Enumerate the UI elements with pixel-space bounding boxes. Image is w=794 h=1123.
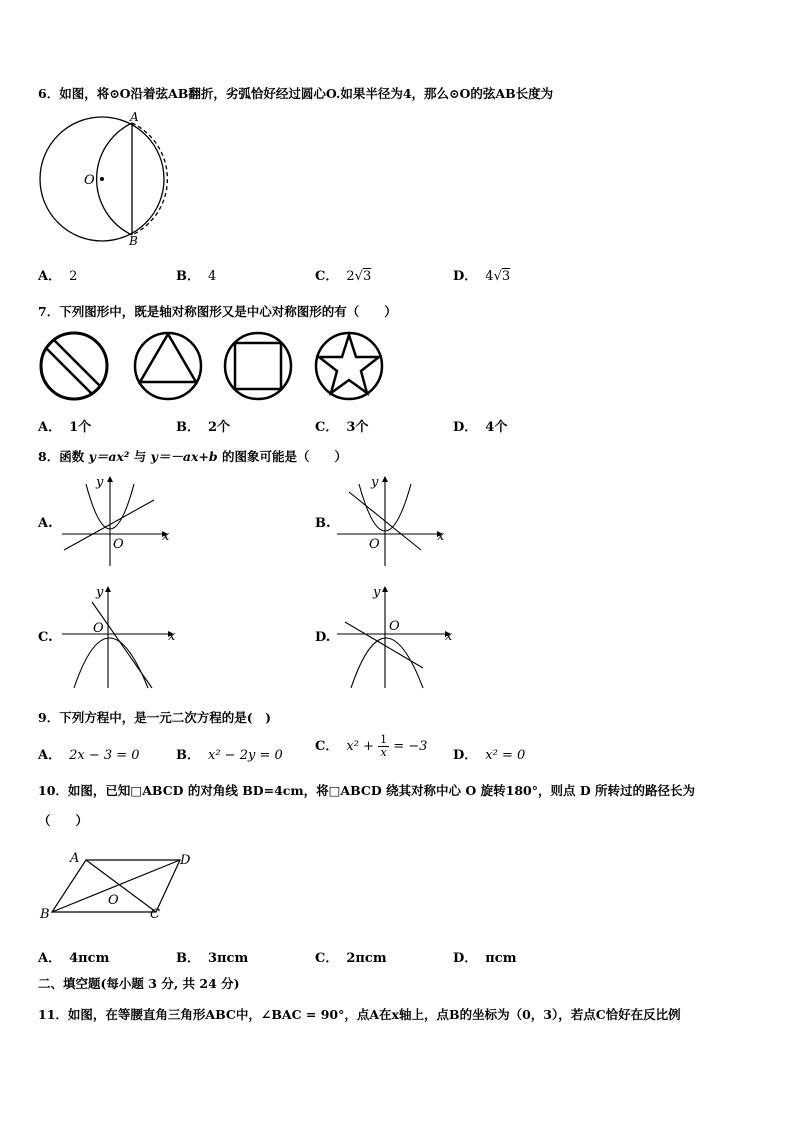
q9-option-a[interactable]: A． 2x − 3 = 0	[38, 748, 140, 763]
q8c-x: x	[168, 629, 176, 644]
q8-option-a-label[interactable]: A.	[38, 516, 53, 531]
q10-label-d: D	[180, 853, 191, 868]
q10-stem-paren: （ ）	[38, 813, 89, 828]
q8c-y: y	[96, 585, 104, 600]
q6-figure	[36, 108, 176, 248]
q6-option-d[interactable]: D． 4√3	[453, 269, 511, 284]
circle-slash-figure	[41, 333, 107, 399]
q6-option-c[interactable]: C． 2√3	[315, 269, 372, 284]
q8-option-d-label[interactable]: D.	[315, 630, 331, 645]
q9-stem: 9．下列方程中，是一元二次方程的是( )	[38, 710, 272, 725]
q9-option-b[interactable]: B． x² − 2y = 0	[176, 748, 283, 763]
q10-option-d[interactable]: D． πcm	[453, 951, 517, 966]
q6-option-b[interactable]: B． 4	[176, 269, 217, 284]
q10-parallelogram-figure	[36, 846, 206, 926]
q8-stem: 8．函数 y＝ax² 与 y＝－ax+b 的图象可能是（ ）	[38, 449, 347, 464]
q8b-o: O	[369, 537, 380, 552]
q8b-y: y	[371, 475, 379, 490]
q8a-y: y	[96, 475, 104, 490]
q6-label-b: B	[129, 234, 138, 248]
q8-option-b-label[interactable]: B.	[315, 516, 331, 531]
q8b-x: x	[437, 529, 445, 544]
circle-square-figure	[225, 333, 291, 399]
q8-graph-c	[58, 584, 178, 692]
q6-option-a[interactable]: A． 2	[38, 269, 78, 284]
q10-option-c[interactable]: C． 2πcm	[315, 951, 387, 966]
q7-option-a[interactable]: A． 1个	[38, 420, 92, 435]
q6-label-o: O	[84, 173, 95, 188]
circle-star-figure	[316, 333, 382, 399]
sqrt-icon: √	[493, 269, 502, 284]
q9-option-c[interactable]: C． x² + $\frac{1}{x}$ = −3	[315, 733, 428, 759]
q7-option-b[interactable]: B． 2个	[176, 420, 231, 435]
q6-stem: 6．如图，将⊙O沿着弦AB翻折，劣弧恰好经过圆心O.如果半径为4，那么⊙O的弦AB长度为	[38, 86, 554, 101]
q10-label-a: A	[70, 851, 80, 866]
q8d-o: O	[389, 619, 400, 634]
q8d-x: x	[445, 629, 453, 644]
q10-label-o: O	[108, 893, 119, 908]
q10-label-c: C	[150, 907, 160, 922]
section-heading: 二、填空题(每小题 3 分, 共 24 分)	[38, 976, 240, 991]
q10-option-b[interactable]: B． 3πcm	[176, 951, 249, 966]
q7-stem: 7．下列图形中，既是轴对称图形又是中心对称图形的有（ ）	[38, 304, 397, 319]
q8a-x: x	[162, 529, 170, 544]
q8-graph-d	[333, 584, 458, 692]
q9-option-d[interactable]: D． x² = 0	[453, 748, 526, 763]
fraction: $\frac{1}{x}$	[380, 733, 388, 759]
q7-figures	[36, 330, 386, 402]
q8c-o: O	[93, 621, 104, 636]
q10-option-a[interactable]: A． 4πcm	[38, 951, 110, 966]
q10-label-b: B	[40, 907, 50, 922]
q8d-y: y	[373, 585, 381, 600]
q7-option-d[interactable]: D． 4个	[453, 420, 508, 435]
q6-label-a: A	[130, 110, 139, 124]
q11-stem: 11．如图，在等腰直角三角形ABC中，∠BAC = 90°，点A在x轴上，点B的坐标为（0，3），若点C恰好在反比例	[38, 1007, 681, 1022]
q10-stem: 10．如图，已知□ABCD 的对角线 BD=4cm，将□ABCD 绕其对称中心 O 旋转180°，则点 D 所转过的路径长为	[38, 783, 696, 798]
q7-option-c[interactable]: C． 3个	[315, 420, 369, 435]
q8-graph-a	[58, 474, 178, 569]
circle-triangle-figure	[135, 333, 201, 399]
q8-graph-b	[333, 474, 453, 569]
q8-option-c-label[interactable]: C.	[38, 630, 53, 645]
q8a-o: O	[113, 537, 124, 552]
sqrt-icon: √	[354, 269, 363, 284]
